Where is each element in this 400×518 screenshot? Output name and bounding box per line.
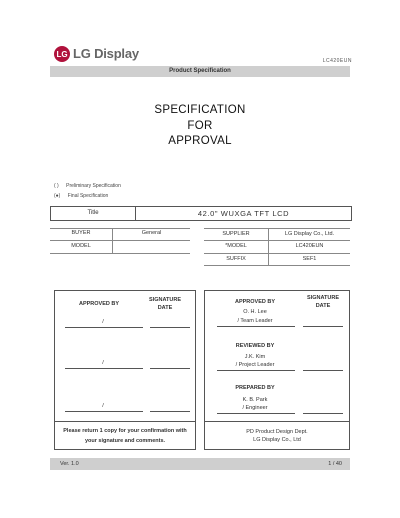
buyer-label: BUYER — [71, 230, 91, 236]
company-logo-text: LG Display — [73, 46, 139, 61]
version-label: Ver. 1.0 — [60, 461, 79, 467]
return-note-line-2: your signature and comments. — [84, 438, 166, 444]
buyer-table — [50, 228, 190, 254]
title-value: 42.0" WUXGA TFT LCD — [197, 209, 290, 218]
buyer-value: General — [141, 230, 162, 236]
approver-name: O. H. Lee — [243, 309, 267, 315]
department-line-2: LG Display Co., Ltd — [253, 437, 301, 443]
customer-approval-panel — [54, 290, 196, 450]
approved-by-heading: APPROVED BY — [234, 299, 276, 305]
date-heading: DATE — [157, 305, 173, 311]
return-note-line-1: Please return 1 copy for your confirmation with — [63, 428, 187, 434]
reviewer-name: J.K. Kim — [244, 354, 266, 360]
model-label: MODEL — [71, 243, 91, 249]
suffix-value: SEF1 — [302, 256, 317, 262]
lg-logo-icon: LG — [54, 46, 70, 62]
preliminary-option — [54, 183, 121, 189]
reviewed-by-heading: REVIEWED BY — [235, 343, 275, 349]
page-number: 1 / 40 — [328, 461, 342, 467]
title-line-1: SPECIFICATION — [154, 104, 246, 116]
department-line-1: PD Product Design Dept. — [246, 429, 308, 435]
supplier-value: LG Display Co., Ltd. — [284, 231, 335, 237]
preparer-name: K. B. Park — [242, 397, 268, 403]
product-spec-bar: Product Specification — [50, 66, 350, 77]
preparer-title: / Engineer — [242, 405, 268, 411]
checkbox-label: Preliminary Specification — [66, 183, 121, 189]
title-label: Title — [87, 210, 99, 216]
title-line-3: APPROVAL — [168, 135, 232, 147]
supplier-label: SUPPLIER — [222, 231, 250, 237]
prepared-by-heading: PREPARED BY — [235, 385, 275, 391]
footer-bar — [50, 458, 350, 470]
checkbox-mark: (●) — [54, 193, 61, 199]
date-heading: DATE — [315, 303, 331, 309]
title-line-2: FOR — [187, 120, 213, 132]
slash: / — [102, 360, 104, 366]
reviewer-title: / Project Leader — [235, 362, 275, 368]
checkbox-mark: ( ) — [54, 183, 59, 189]
supplier-model-value: LC420EUN — [295, 243, 324, 249]
supplier-model-label: *MODEL — [225, 243, 247, 249]
final-option — [54, 193, 108, 199]
approved-by-heading: APPROVED BY — [78, 301, 120, 307]
suffix-label: SUFFIX — [226, 256, 246, 262]
slash: / — [102, 319, 104, 325]
approver-title: / Team Leader — [237, 318, 273, 324]
slash: / — [102, 403, 104, 409]
document-number: LC420EUN — [322, 58, 352, 64]
supplier-table — [204, 228, 350, 266]
title-row — [50, 206, 352, 221]
signature-heading: SIGNATURE — [149, 297, 181, 303]
checkbox-label: Final Specification — [67, 193, 109, 199]
supplier-approval-panel — [204, 290, 350, 450]
signature-heading: SIGNATURE — [307, 295, 339, 301]
